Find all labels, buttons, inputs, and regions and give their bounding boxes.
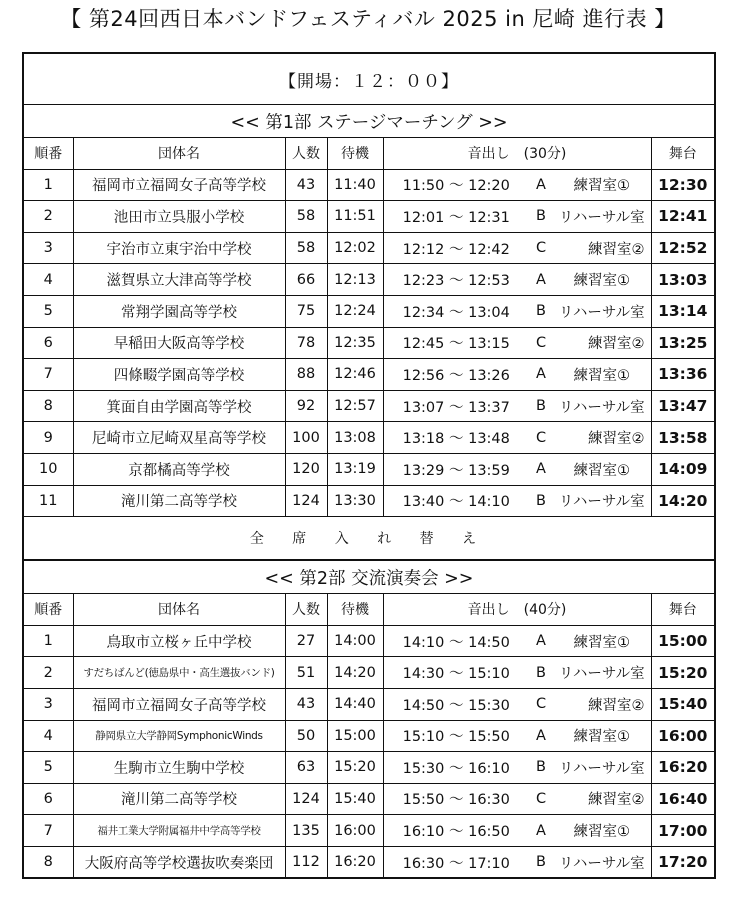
header-wait: 待機 — [327, 138, 383, 170]
warmup-time: 13:40 〜 14:10 — [383, 485, 529, 517]
header-order: 順番 — [23, 138, 73, 170]
order-number: 11 — [23, 485, 73, 517]
wait-time: 12:24 — [327, 295, 383, 327]
stage-time: 16:20 — [651, 752, 715, 784]
stage-time: 12:41 — [651, 201, 715, 233]
order-number: 5 — [23, 752, 73, 784]
group-name: 京都橘高等学校 — [73, 453, 285, 485]
warmup-room: 練習室② — [553, 422, 651, 454]
warmup-room: 練習室① — [553, 815, 651, 847]
seat-change-note: 全 席 入 れ 替 え — [23, 517, 715, 561]
stage-time: 15:00 — [651, 625, 715, 657]
people-count: 75 — [285, 295, 327, 327]
warmup-time: 13:18 〜 13:48 — [383, 422, 529, 454]
warmup-group: B — [529, 752, 553, 784]
warmup-time: 15:50 〜 16:30 — [383, 783, 529, 815]
header-warmup: 音出し (30分) — [383, 138, 651, 170]
table-row — [23, 327, 715, 359]
wait-time: 12:02 — [327, 232, 383, 264]
people-count: 124 — [285, 783, 327, 815]
warmup-room: リハーサル室 — [553, 657, 651, 689]
warmup-group: A — [529, 720, 553, 752]
warmup-room: 練習室② — [553, 688, 651, 720]
people-count: 43 — [285, 688, 327, 720]
warmup-group: A — [529, 815, 553, 847]
wait-time: 11:40 — [327, 169, 383, 201]
order-number: 5 — [23, 295, 73, 327]
stage-time: 14:09 — [651, 453, 715, 485]
table-row — [23, 232, 715, 264]
order-number: 1 — [23, 169, 73, 201]
warmup-room: 練習室① — [553, 720, 651, 752]
warmup-group: C — [529, 327, 553, 359]
order-number: 7 — [23, 359, 73, 391]
warmup-group: C — [529, 422, 553, 454]
group-name: 福井工業大学附属福井中学高等学校 — [73, 815, 285, 847]
stage-time: 16:40 — [651, 783, 715, 815]
table-row — [23, 783, 715, 815]
wait-time: 16:20 — [327, 846, 383, 878]
warmup-time: 12:12 〜 12:42 — [383, 232, 529, 264]
warmup-room: 練習室① — [553, 453, 651, 485]
warmup-time: 11:50 〜 12:20 — [383, 169, 529, 201]
wait-time: 13:08 — [327, 422, 383, 454]
order-number: 9 — [23, 422, 73, 454]
warmup-time: 14:30 〜 15:10 — [383, 657, 529, 689]
group-name: 滝川第二高等学校 — [73, 485, 285, 517]
group-name: 箕面自由学園高等学校 — [73, 390, 285, 422]
warmup-time: 12:34 〜 13:04 — [383, 295, 529, 327]
warmup-time: 16:30 〜 17:10 — [383, 846, 529, 878]
warmup-time: 12:01 〜 12:31 — [383, 201, 529, 233]
people-count: 27 — [285, 625, 327, 657]
warmup-room: リハーサル室 — [553, 846, 651, 878]
warmup-room: 練習室① — [553, 169, 651, 201]
people-count: 92 — [285, 390, 327, 422]
order-number: 10 — [23, 453, 73, 485]
stage-time: 17:00 — [651, 815, 715, 847]
people-count: 50 — [285, 720, 327, 752]
stage-time: 15:20 — [651, 657, 715, 689]
group-name: 福岡市立福岡女子高等学校 — [73, 169, 285, 201]
order-number: 3 — [23, 688, 73, 720]
wait-time: 13:19 — [327, 453, 383, 485]
group-name: 四條畷学園高等学校 — [73, 359, 285, 391]
order-number: 2 — [23, 201, 73, 233]
warmup-room: リハーサル室 — [553, 752, 651, 784]
table-row — [23, 485, 715, 517]
people-count: 135 — [285, 815, 327, 847]
wait-time: 12:46 — [327, 359, 383, 391]
warmup-group: B — [529, 295, 553, 327]
people-count: 43 — [285, 169, 327, 201]
wait-time: 15:40 — [327, 783, 383, 815]
stage-time: 13:47 — [651, 390, 715, 422]
table-row — [23, 815, 715, 847]
wait-time: 14:20 — [327, 657, 383, 689]
warmup-group: C — [529, 232, 553, 264]
warmup-room: リハーサル室 — [553, 295, 651, 327]
stage-time: 13:14 — [651, 295, 715, 327]
stage-time: 12:30 — [651, 169, 715, 201]
wait-time: 14:00 — [327, 625, 383, 657]
document-title: 【 第24回西日本バンドフェスティバル 2025 in 尼崎 進行表 】 — [60, 7, 676, 31]
wait-time: 12:57 — [327, 390, 383, 422]
header-wait: 待機 — [327, 594, 383, 626]
people-count: 112 — [285, 846, 327, 878]
header-row — [23, 138, 715, 170]
header-row — [23, 594, 715, 626]
wait-time: 16:00 — [327, 815, 383, 847]
people-count: 88 — [285, 359, 327, 391]
warmup-room: 練習室① — [553, 625, 651, 657]
table-row — [23, 453, 715, 485]
schedule-table — [22, 52, 716, 879]
table-row — [23, 846, 715, 878]
table-row — [23, 264, 715, 296]
warmup-room: 練習室① — [553, 264, 651, 296]
people-count: 58 — [285, 201, 327, 233]
opening-time: 【開場：１２：００】 — [23, 53, 715, 105]
people-count: 58 — [285, 232, 327, 264]
warmup-group: C — [529, 688, 553, 720]
group-name: 福岡市立福岡女子高等学校 — [73, 688, 285, 720]
people-count: 124 — [285, 485, 327, 517]
group-name: 池田市立呉服小学校 — [73, 201, 285, 233]
table-row — [23, 201, 715, 233]
stage-time: 16:00 — [651, 720, 715, 752]
warmup-time: 14:10 〜 14:50 — [383, 625, 529, 657]
group-name: 静岡県立大学静岡SymphonicWinds — [73, 720, 285, 752]
warmup-time: 15:10 〜 15:50 — [383, 720, 529, 752]
group-name: 尼崎市立尼崎双星高等学校 — [73, 422, 285, 454]
stage-time: 13:25 — [651, 327, 715, 359]
warmup-group: B — [529, 485, 553, 517]
wait-time: 12:35 — [327, 327, 383, 359]
group-name: 大阪府高等学校選抜吹奏楽団 — [73, 846, 285, 878]
people-count: 100 — [285, 422, 327, 454]
warmup-group: B — [529, 657, 553, 689]
table-row — [23, 657, 715, 689]
header-warmup: 音出し (40分) — [383, 594, 651, 626]
warmup-time: 13:29 〜 13:59 — [383, 453, 529, 485]
header-group-name: 団体名 — [73, 594, 285, 626]
order-number: 3 — [23, 232, 73, 264]
group-name: 宇治市立東宇治中学校 — [73, 232, 285, 264]
warmup-group: A — [529, 625, 553, 657]
section-title: << 第2部 交流演奏会 >> — [23, 560, 715, 594]
header-stage: 舞台 — [651, 138, 715, 170]
stage-time: 14:20 — [651, 485, 715, 517]
stage-time: 13:03 — [651, 264, 715, 296]
group-name: 滝川第二高等学校 — [73, 783, 285, 815]
warmup-group: B — [529, 201, 553, 233]
warmup-group: B — [529, 846, 553, 878]
table-row — [23, 720, 715, 752]
people-count: 78 — [285, 327, 327, 359]
seat-change-row — [23, 517, 715, 561]
warmup-room: 練習室② — [553, 232, 651, 264]
warmup-time: 13:07 〜 13:37 — [383, 390, 529, 422]
header-people: 人数 — [285, 138, 327, 170]
wait-time: 15:00 — [327, 720, 383, 752]
table-row — [23, 688, 715, 720]
people-count: 63 — [285, 752, 327, 784]
warmup-time: 12:56 〜 13:26 — [383, 359, 529, 391]
warmup-time: 12:45 〜 13:15 — [383, 327, 529, 359]
people-count: 66 — [285, 264, 327, 296]
warmup-room: 練習室① — [553, 359, 651, 391]
stage-time: 17:20 — [651, 846, 715, 878]
order-number: 1 — [23, 625, 73, 657]
people-count: 120 — [285, 453, 327, 485]
warmup-room: 練習室② — [553, 327, 651, 359]
warmup-room: 練習室② — [553, 783, 651, 815]
warmup-group: A — [529, 264, 553, 296]
wait-time: 12:13 — [327, 264, 383, 296]
group-name: 早稲田大阪高等学校 — [73, 327, 285, 359]
section-title-row — [23, 105, 715, 138]
table-row — [23, 359, 715, 391]
header-group-name: 団体名 — [73, 138, 285, 170]
header-order: 順番 — [23, 594, 73, 626]
warmup-time: 16:10 〜 16:50 — [383, 815, 529, 847]
warmup-time: 14:50 〜 15:30 — [383, 688, 529, 720]
stage-time: 15:40 — [651, 688, 715, 720]
wait-time: 14:40 — [327, 688, 383, 720]
order-number: 7 — [23, 815, 73, 847]
order-number: 4 — [23, 720, 73, 752]
header-people: 人数 — [285, 594, 327, 626]
table-row — [23, 169, 715, 201]
order-number: 8 — [23, 390, 73, 422]
table-row — [23, 752, 715, 784]
header-stage: 舞台 — [651, 594, 715, 626]
stage-time: 12:52 — [651, 232, 715, 264]
warmup-time: 15:30 〜 16:10 — [383, 752, 529, 784]
wait-time: 13:30 — [327, 485, 383, 517]
table-row — [23, 422, 715, 454]
order-number: 6 — [23, 327, 73, 359]
section-title-row — [23, 560, 715, 594]
table-row — [23, 625, 715, 657]
order-number: 6 — [23, 783, 73, 815]
warmup-group: A — [529, 359, 553, 391]
warmup-time: 12:23 〜 12:53 — [383, 264, 529, 296]
group-name: 滋賀県立大津高等学校 — [73, 264, 285, 296]
warmup-group: B — [529, 390, 553, 422]
group-name: 鳥取市立桜ヶ丘中学校 — [73, 625, 285, 657]
section-title: << 第1部 ステージマーチング >> — [23, 105, 715, 138]
warmup-room: リハーサル室 — [553, 390, 651, 422]
warmup-group: A — [529, 169, 553, 201]
warmup-room: リハーサル室 — [553, 485, 651, 517]
order-number: 4 — [23, 264, 73, 296]
wait-time: 15:20 — [327, 752, 383, 784]
wait-time: 11:51 — [327, 201, 383, 233]
group-name: すだちばんど(徳島県中・高生選抜バンド) — [73, 657, 285, 689]
group-name: 生駒市立生駒中学校 — [73, 752, 285, 784]
group-name: 常翔学園高等学校 — [73, 295, 285, 327]
table-row — [23, 390, 715, 422]
people-count: 51 — [285, 657, 327, 689]
stage-time: 13:58 — [651, 422, 715, 454]
warmup-group: C — [529, 783, 553, 815]
opening-row — [23, 53, 715, 105]
warmup-group: A — [529, 453, 553, 485]
order-number: 2 — [23, 657, 73, 689]
table-row — [23, 295, 715, 327]
warmup-room: リハーサル室 — [553, 201, 651, 233]
order-number: 8 — [23, 846, 73, 878]
stage-time: 13:36 — [651, 359, 715, 391]
